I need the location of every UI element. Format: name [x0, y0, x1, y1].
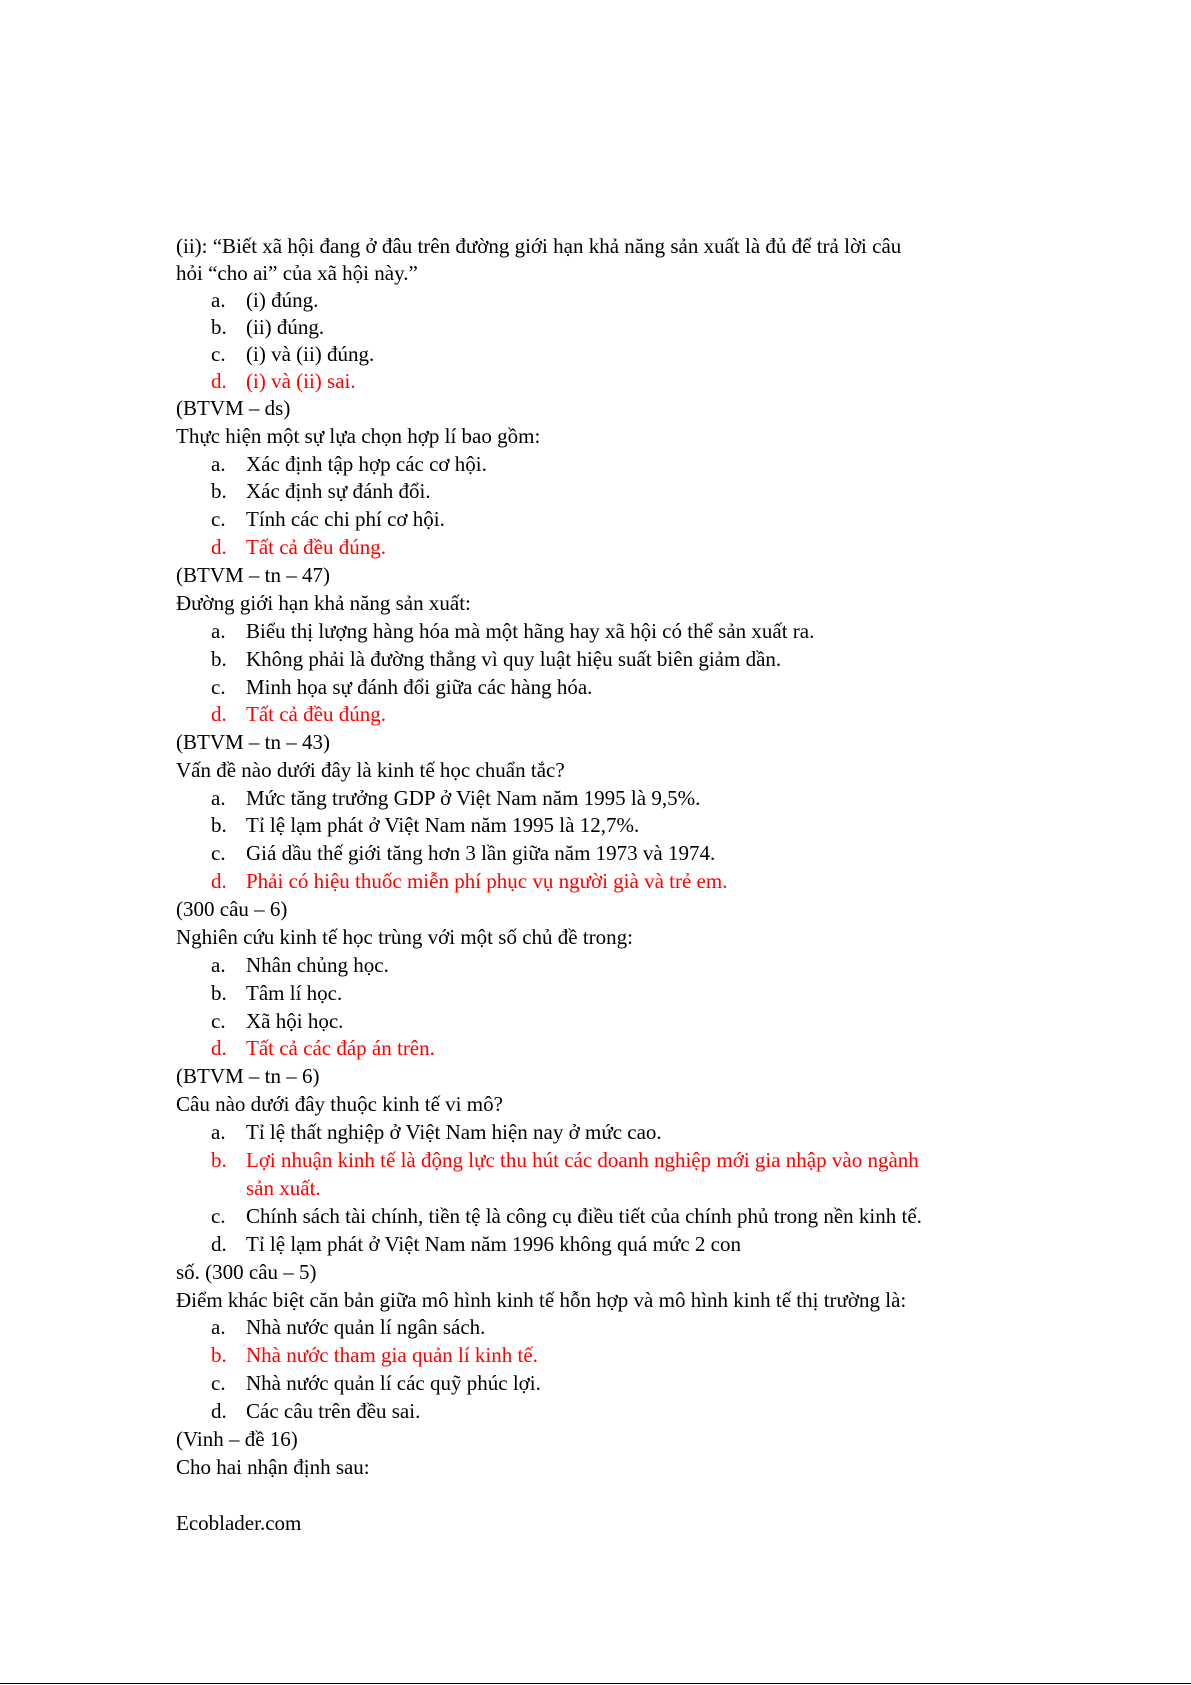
- option-text: Xác định sự đánh đổi.: [246, 479, 431, 503]
- option-text: (i) và (ii) đúng.: [246, 342, 375, 366]
- statement-ii-line-1: (ii): “Biết xã hội đang ở đâu trên đường giới hạn khả năng sản xuất là đủ để trả lời câu: [176, 234, 902, 258]
- option-text: Không phải là đường thẳng vì quy luật hiệu suất biên giảm dần.: [246, 647, 782, 671]
- option-letter: b.: [211, 981, 227, 1005]
- option-text: Tất cả các đáp án trên.: [246, 1036, 435, 1060]
- q4-question: Nghiên cứu kinh tế học trùng với một số chủ đề trong:: [176, 925, 633, 949]
- option-text: Xã hội học.: [246, 1009, 344, 1033]
- option-text: Nhân chủng học.: [246, 953, 389, 977]
- option-letter: a.: [211, 452, 226, 476]
- q6-source: số. (300 câu – 5): [176, 1260, 317, 1284]
- option-text: Tỉ lệ lạm phát ở Việt Nam năm 1995 là 12,7%.: [246, 813, 640, 837]
- option-letter: c.: [211, 675, 226, 699]
- option-letter: d.: [211, 702, 227, 726]
- option-letter: c.: [211, 1204, 226, 1228]
- option-letter: c.: [211, 1009, 226, 1033]
- option-text: Tất cả đều đúng.: [246, 702, 386, 726]
- q5-option-b-continuation: sản xuất.: [246, 1176, 321, 1200]
- option-text: Tất cả đều đúng.: [246, 535, 386, 559]
- footer-site-name: Ecoblader.com: [176, 1511, 302, 1535]
- option-letter: a.: [211, 619, 226, 643]
- q2-source: (BTVM – tn – 47): [176, 563, 330, 587]
- q5-question: Câu nào dưới đây thuộc kinh tế vi mô?: [176, 1092, 503, 1116]
- option-text: Mức tăng trưởng GDP ở Việt Nam năm 1995 là 9,5%.: [246, 786, 701, 810]
- option-text: (i) đúng.: [246, 288, 319, 312]
- q7-question: Cho hai nhận định sau:: [176, 1455, 370, 1479]
- option-letter: a.: [211, 953, 226, 977]
- q4-source: (300 câu – 6): [176, 897, 288, 921]
- option-text: Biểu thị lượng hàng hóa mà một hãng hay xã hội có thể sản xuất ra.: [246, 619, 815, 643]
- option-letter: b.: [211, 1343, 227, 1367]
- option-letter: a.: [211, 1315, 226, 1339]
- option-letter: d.: [211, 369, 227, 393]
- option-text: (i) và (ii) sai.: [246, 369, 356, 393]
- option-text: Giá dầu thế giới tăng hơn 3 lần giữa năm 1973 và 1974.: [246, 841, 716, 865]
- q2-question: Đường giới hạn khả năng sản xuất:: [176, 591, 471, 615]
- option-text: Tỉ lệ lạm phát ở Việt Nam năm 1996 không quá mức 2 con: [246, 1232, 741, 1256]
- option-text: Chính sách tài chính, tiền tệ là công cụ điều tiết của chính phủ trong nền kinh tế.: [246, 1204, 922, 1228]
- option-letter: b.: [211, 479, 227, 503]
- option-letter: c.: [211, 507, 226, 531]
- option-letter: d.: [211, 1399, 227, 1423]
- q1-source: (BTVM – ds): [176, 396, 291, 420]
- option-text: Minh họa sự đánh đổi giữa các hàng hóa.: [246, 675, 593, 699]
- page-bottom-divider: [0, 1683, 1191, 1684]
- option-text: Tỉ lệ thất nghiệp ở Việt Nam hiện nay ở mức cao.: [246, 1120, 662, 1144]
- q3-source: (BTVM – tn – 43): [176, 730, 330, 754]
- option-letter: c.: [211, 1371, 226, 1395]
- option-letter: c.: [211, 841, 226, 865]
- option-letter: d.: [211, 1232, 227, 1256]
- option-letter: b.: [211, 813, 227, 837]
- option-text: Tâm lí học.: [246, 981, 343, 1005]
- option-text: Xác định tập hợp các cơ hội.: [246, 452, 487, 476]
- option-text: Nhà nước tham gia quản lí kinh tế.: [246, 1343, 538, 1367]
- option-text: (ii) đúng.: [246, 315, 325, 339]
- option-text: Nhà nước quản lí các quỹ phúc lợi.: [246, 1371, 541, 1395]
- statement-ii-line-2: hỏi “cho ai” của xã hội này.”: [176, 261, 418, 285]
- option-letter: d.: [211, 869, 227, 893]
- q5-source: (BTVM – tn – 6): [176, 1064, 320, 1088]
- q1-question: Thực hiện một sự lựa chọn hợp lí bao gồm:: [176, 424, 541, 448]
- option-text: Phải có hiệu thuốc miễn phí phục vụ người già và trẻ em.: [246, 869, 728, 893]
- option-letter: b.: [211, 1148, 227, 1172]
- option-text: Các câu trên đều sai.: [246, 1399, 421, 1423]
- option-letter: d.: [211, 1036, 227, 1060]
- option-text: Nhà nước quản lí ngân sách.: [246, 1315, 486, 1339]
- option-text: Tính các chi phí cơ hội.: [246, 507, 445, 531]
- option-letter: a.: [211, 786, 226, 810]
- option-letter: a.: [211, 288, 226, 312]
- option-letter: d.: [211, 535, 227, 559]
- q6-question: Điểm khác biệt căn bản giữa mô hình kinh tế hỗn hợp và mô hình kinh tế thị trường là:: [176, 1288, 907, 1312]
- option-letter: b.: [211, 315, 227, 339]
- option-letter: a.: [211, 1120, 226, 1144]
- q3-question: Vấn đề nào dưới đây là kinh tế học chuẩn tắc?: [176, 758, 565, 782]
- q7-source: (Vinh – đề 16): [176, 1427, 298, 1451]
- option-text: Lợi nhuận kinh tế là động lực thu hút các doanh nghiệp mới gia nhập vào ngành: [246, 1148, 919, 1172]
- option-letter: c.: [211, 342, 226, 366]
- option-letter: b.: [211, 647, 227, 671]
